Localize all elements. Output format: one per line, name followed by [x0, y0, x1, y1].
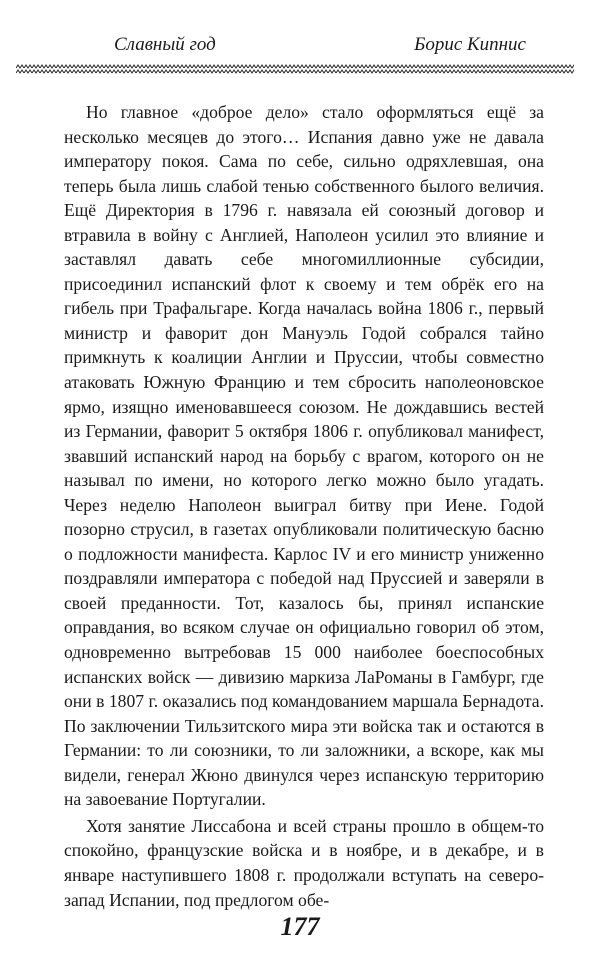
running-head	[62, 34, 548, 60]
zigzag-ornament-icon	[16, 64, 574, 78]
page-number: 177	[280, 912, 320, 941]
main-text	[64, 100, 544, 912]
paragraph-2: Хотя занятие Лиссабона и всей страны прошло в общем-то спокойно, французские войска и в ноябре, и в декабре, и в январе наступившего 1808 г. продолжали вступать на северо-запад Испании, под предлогом обе-	[64, 815, 544, 910]
paragraph-1: Но главное «доброе дело» стало оформляться ещё за несколько месяцев до этого… Испания давно уже не давала императору покоя. Сама по себе, сильно одряхлевшая, она теперь была лишь слабой тенью собственного былого величия. Ещё Директория в 1796 г. навязала ей союзный договор и втравила в войну с Англией, Наполеон усилил это влияние и заставлял давать себе многомиллионные субсидии, присоединил испанский флот к своему и тем обрёк его на гибель при Трафальгаре. Когда началась война 1806 г., первый министр и фаворит дон Мануэль Годой собрался тайно примкнуть к коалиции Англии и Пруссии, чтобы совместно атаковать Южную Францию и тем сбросить наполеоновское ярмо, изящно именовавшееся союзом. Не дождавшись вестей из Германии, фаворит 5 октября 1806 г. опубликовал манифест, звавший испанский народ на борьбу с врагом, которого он не называл по имени, но которого легко можно было угадать. Через неделю Наполеон выиграл битву при Иене. Годой позорно струсил, в газетах опубликовали политическую басню о подложности манифеста. Карлос IV и его министр униженно поздравляли императора с победой над Пруссией и заверяли в своей преданности. Тот, казалось бы, принял испанские оправдания, во всяком случае он официально говорил об этом, одновременно вытребовав 15 000 наиболее боеспособных испанских войск — дивизию маркиза ЛаРоманы в Гамбург, где они в 1807 г. оказались под командованием маршала Бернадота. По заключении Тильзитского мира эти войска так и остаются в Германии: то ли союзники, то ли заложники, а вскоре, как мы видели, генерал Жюно двинулся через испанскую территорию на завоевание Португалии.	[64, 102, 544, 810]
book-title: Славный год	[114, 34, 216, 55]
author-name: Борис Кипнис	[414, 34, 526, 55]
